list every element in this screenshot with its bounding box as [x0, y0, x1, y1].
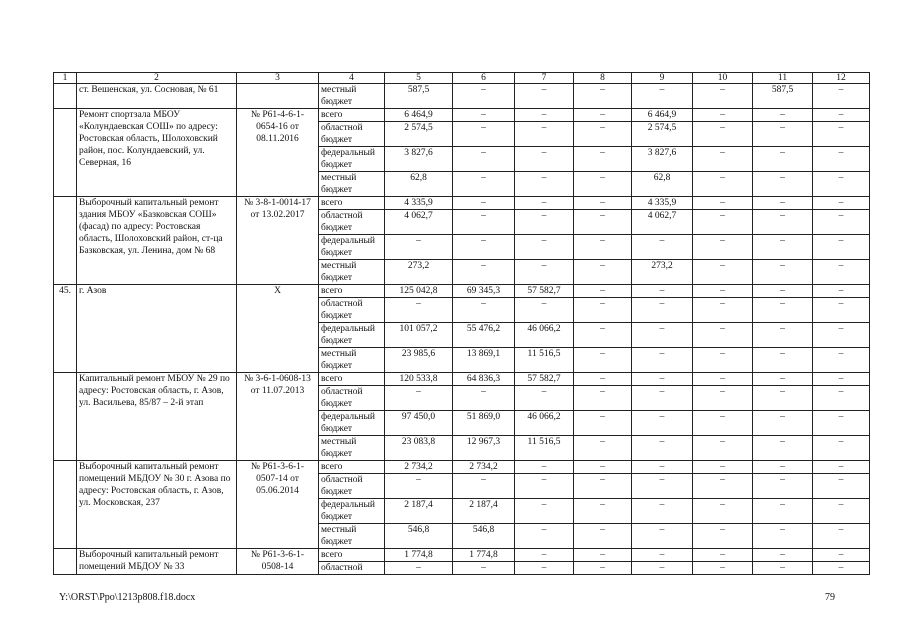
table-cell: 4 062,7	[632, 210, 693, 235]
table-cell: –	[574, 147, 632, 172]
table-cell: 46 066,2	[515, 323, 574, 348]
table-cell: –	[813, 210, 870, 235]
table-cell: –	[813, 109, 870, 122]
table-cell: –	[632, 386, 693, 411]
table-cell: Ремонт спортзала МБОУ «Колундаевская СОШ» по адресу: Ростовская область, Шолоховский район, пос. Колундаевский, ул. Северная, 16	[77, 109, 237, 197]
table-cell: 57 582,7	[515, 373, 574, 386]
table-cell: –	[632, 285, 693, 298]
table-cell: –	[753, 373, 813, 386]
table-cell: –	[574, 285, 632, 298]
table-cell: –	[515, 524, 574, 549]
table-row	[54, 84, 870, 109]
table-cell: Выборочный капитальный ремонт помещений МБДОУ № 33	[77, 549, 237, 575]
table-cell: –	[632, 436, 693, 461]
table-cell: –	[632, 348, 693, 373]
table-cell: –	[453, 474, 515, 499]
table-cell: 587,5	[385, 84, 453, 109]
table-cell: –	[632, 474, 693, 499]
table-cell: –	[574, 235, 632, 260]
table-cell: –	[453, 197, 515, 210]
table-cell: –	[753, 386, 813, 411]
table-cell: –	[632, 373, 693, 386]
table-cell: –	[693, 285, 753, 298]
table-cell: –	[693, 147, 753, 172]
table-cell: ст. Вешенская, ул. Сосновая, № 61	[77, 84, 237, 109]
table-cell	[54, 461, 77, 549]
table-cell: –	[813, 348, 870, 373]
table-cell: –	[753, 549, 813, 562]
table-cell: –	[515, 474, 574, 499]
table-cell: –	[753, 474, 813, 499]
table-cell: –	[753, 524, 813, 549]
table-cell: –	[574, 524, 632, 549]
table-cell: –	[753, 323, 813, 348]
table-cell: –	[632, 411, 693, 436]
table-cell: –	[753, 499, 813, 524]
table-cell: –	[632, 235, 693, 260]
table-cell: –	[693, 474, 753, 499]
table-cell: –	[693, 499, 753, 524]
table-cell: 11 516,5	[515, 436, 574, 461]
table-cell: –	[632, 298, 693, 323]
table-cell	[54, 197, 77, 285]
table-cell: 273,2	[632, 260, 693, 285]
table-cell: –	[515, 147, 574, 172]
table-cell: 11 516,5	[515, 348, 574, 373]
table-cell: –	[574, 197, 632, 210]
table-cell: –	[574, 436, 632, 461]
table-cell: –	[693, 436, 753, 461]
table-cell: –	[385, 298, 453, 323]
table-cell: –	[515, 172, 574, 197]
table-cell: 57 582,7	[515, 285, 574, 298]
table-cell: –	[693, 84, 753, 109]
table-cell: –	[574, 348, 632, 373]
table-cell	[54, 373, 77, 461]
table-cell: 1 774,8	[385, 549, 453, 562]
table-cell: 69 345,3	[453, 285, 515, 298]
table-cell: 23 985,6	[385, 348, 453, 373]
table-cell: 2 574,5	[632, 122, 693, 147]
table-cell: –	[813, 122, 870, 147]
table-cell: –	[693, 348, 753, 373]
table-cell: –	[574, 172, 632, 197]
table-cell: федеральный бюджет	[319, 235, 385, 260]
table-cell: 2 187,4	[385, 499, 453, 524]
table-cell: 273,2	[385, 260, 453, 285]
table-cell: –	[574, 562, 632, 575]
table-cell: 2 734,2	[453, 461, 515, 474]
table-cell: 55 476,2	[453, 323, 515, 348]
table-cell: –	[574, 549, 632, 562]
table-cell: –	[515, 386, 574, 411]
table-cell: 3 827,6	[632, 147, 693, 172]
table-cell: –	[753, 109, 813, 122]
table-cell: 4 062,7	[385, 210, 453, 235]
table-cell: –	[632, 549, 693, 562]
table-cell: –	[574, 474, 632, 499]
table-cell: –	[453, 298, 515, 323]
table-cell: –	[453, 235, 515, 260]
table-cell: всего	[319, 197, 385, 210]
table-cell	[54, 109, 77, 197]
table-cell: № Р61-4-6-1- 0654-16 от 08.11.2016	[237, 109, 319, 197]
table-cell: –	[385, 562, 453, 575]
table-cell: –	[385, 474, 453, 499]
column-number: 8	[574, 73, 632, 84]
table-cell: –	[632, 562, 693, 575]
table-cell: –	[753, 411, 813, 436]
table-cell: –	[813, 172, 870, 197]
table-cell: –	[693, 323, 753, 348]
table-cell: г. Азов	[77, 285, 237, 373]
table-cell: всего	[319, 285, 385, 298]
table-cell: 120 533,8	[385, 373, 453, 386]
table-cell: –	[753, 562, 813, 575]
table-cell: 45.	[54, 285, 77, 373]
table-cell: областной	[319, 562, 385, 575]
table-cell: 62,8	[632, 172, 693, 197]
table-cell: –	[813, 549, 870, 562]
table-cell: № 3-8-1-0014-17 от 13.02.2017	[237, 197, 319, 285]
table-cell: –	[813, 524, 870, 549]
table-cell	[54, 84, 77, 109]
table-cell: –	[693, 172, 753, 197]
table-cell: всего	[319, 461, 385, 474]
table-cell: –	[693, 122, 753, 147]
table-cell: местный бюджет	[319, 260, 385, 285]
table-cell: Х	[237, 285, 319, 373]
table-cell: 46 066,2	[515, 411, 574, 436]
table-cell: федеральный бюджет	[319, 147, 385, 172]
table-cell: –	[753, 210, 813, 235]
table-cell: –	[753, 122, 813, 147]
table-cell: –	[574, 84, 632, 109]
table-cell: –	[515, 235, 574, 260]
table-cell: –	[515, 461, 574, 474]
table-cell: областной бюджет	[319, 122, 385, 147]
header-row	[54, 73, 870, 84]
table-cell: –	[693, 549, 753, 562]
table-cell: –	[693, 524, 753, 549]
table-cell: Выборочный капитальный ремонт здания МБОУ «Базковская СОШ» (фасад) по адресу: Ростовская область, Шолоховский район, ст-ца Базковская, ул. Ленина, дом № 68	[77, 197, 237, 285]
table-cell: –	[753, 285, 813, 298]
table-cell: –	[753, 298, 813, 323]
table-cell: –	[813, 285, 870, 298]
table-cell: 1 774,8	[453, 549, 515, 562]
table-cell: 587,5	[753, 84, 813, 109]
table-cell: местный бюджет	[319, 84, 385, 109]
column-number: 1	[54, 73, 77, 84]
table-cell: № Р61-3-6-1- 0508-14	[237, 549, 319, 575]
table-cell: 64 836,3	[453, 373, 515, 386]
table-cell: –	[632, 323, 693, 348]
table-cell: местный бюджет	[319, 172, 385, 197]
table-cell: областной бюджет	[319, 386, 385, 411]
table-cell: 23 083,8	[385, 436, 453, 461]
table-cell: –	[753, 197, 813, 210]
table-cell: –	[574, 260, 632, 285]
table-cell: 62,8	[385, 172, 453, 197]
table-cell: –	[574, 109, 632, 122]
table-cell: 6 464,9	[632, 109, 693, 122]
table-cell: –	[453, 109, 515, 122]
table-cell: –	[574, 323, 632, 348]
table-cell: 125 042,8	[385, 285, 453, 298]
table-cell: –	[813, 323, 870, 348]
table-cell: 546,8	[385, 524, 453, 549]
table-cell: 2 187,4	[453, 499, 515, 524]
table-cell: –	[453, 147, 515, 172]
column-number: 3	[237, 73, 319, 84]
table-cell: –	[632, 461, 693, 474]
table-cell: –	[813, 84, 870, 109]
table-cell: 13 869,1	[453, 348, 515, 373]
table-cell: –	[753, 436, 813, 461]
table-cell: 51 869,0	[453, 411, 515, 436]
table-row	[54, 285, 870, 298]
table-cell: 4 335,9	[632, 197, 693, 210]
table-cell: 6 464,9	[385, 109, 453, 122]
table-cell: –	[453, 172, 515, 197]
table-cell: –	[753, 172, 813, 197]
table-cell: федеральный бюджет	[319, 411, 385, 436]
table-cell: 4 335,9	[385, 197, 453, 210]
table-cell: местный бюджет	[319, 524, 385, 549]
table-cell: –	[693, 210, 753, 235]
table-cell: Выборочный капитальный ремонт помещений МБДОУ № 30 г. Азова по адресу: Ростовская область, г. Азов, ул. Московская, 237	[77, 461, 237, 549]
table-cell: –	[574, 298, 632, 323]
table-cell: –	[515, 210, 574, 235]
table-cell: –	[813, 436, 870, 461]
table-cell: 2 574,5	[385, 122, 453, 147]
column-number: 7	[515, 73, 574, 84]
table-cell: –	[813, 461, 870, 474]
table-cell: –	[515, 109, 574, 122]
table-cell: –	[693, 411, 753, 436]
table-row	[54, 549, 870, 562]
table-cell: –	[515, 499, 574, 524]
table-cell: –	[693, 386, 753, 411]
table-cell: –	[385, 235, 453, 260]
table-cell: –	[813, 411, 870, 436]
table-cell: областной бюджет	[319, 474, 385, 499]
table-cell: –	[693, 298, 753, 323]
table-cell: областной бюджет	[319, 210, 385, 235]
table-cell: местный бюджет	[319, 436, 385, 461]
column-number: 2	[77, 73, 237, 84]
table-cell: –	[813, 235, 870, 260]
column-number: 6	[453, 73, 515, 84]
budget-table	[53, 72, 870, 575]
table-cell: –	[515, 197, 574, 210]
column-number: 11	[753, 73, 813, 84]
table-cell: –	[753, 348, 813, 373]
table-cell: –	[693, 373, 753, 386]
table-cell: –	[813, 147, 870, 172]
table-cell: –	[753, 260, 813, 285]
table-cell: –	[574, 411, 632, 436]
table-cell: областной бюджет	[319, 298, 385, 323]
table-cell: –	[813, 499, 870, 524]
table-cell: –	[515, 298, 574, 323]
column-number: 12	[813, 73, 870, 84]
table-cell: 2 734,2	[385, 461, 453, 474]
table-cell	[54, 549, 77, 575]
table-cell: –	[753, 147, 813, 172]
table-cell: 546,8	[453, 524, 515, 549]
table-row	[54, 109, 870, 122]
table-cell: –	[453, 84, 515, 109]
table-cell: –	[813, 260, 870, 285]
file-path: Y:\ORST\Ppo\1213p808.f18.docx	[59, 592, 196, 603]
table-row	[54, 373, 870, 386]
column-number: 9	[632, 73, 693, 84]
column-number: 10	[693, 73, 753, 84]
table-cell: –	[453, 260, 515, 285]
table-cell: –	[515, 122, 574, 147]
table-cell: –	[453, 386, 515, 411]
table-cell: –	[693, 461, 753, 474]
table-cell: –	[574, 122, 632, 147]
table-cell: –	[813, 386, 870, 411]
table-cell: –	[693, 197, 753, 210]
table-cell: –	[453, 122, 515, 147]
table-cell: –	[632, 84, 693, 109]
table-cell: –	[515, 84, 574, 109]
table-cell	[237, 84, 319, 109]
table-cell: –	[574, 373, 632, 386]
table-cell: –	[515, 562, 574, 575]
table-row	[54, 197, 870, 210]
column-number: 4	[319, 73, 385, 84]
table-cell: № Р61-3-6-1- 0507-14 от 05.06.2014	[237, 461, 319, 549]
table-cell: –	[574, 461, 632, 474]
column-number: 5	[385, 73, 453, 84]
table-cell: –	[693, 260, 753, 285]
table-cell: –	[813, 562, 870, 575]
table-cell: –	[385, 386, 453, 411]
table-cell: –	[693, 235, 753, 260]
table-row	[54, 461, 870, 474]
page-number: 79	[825, 592, 835, 603]
table-cell: федеральный бюджет	[319, 499, 385, 524]
table-cell: –	[693, 109, 753, 122]
table-cell: 12 967,3	[453, 436, 515, 461]
table-cell: Капитальный ремонт МБОУ № 29 по адресу: Ростовская область, г. Азов, ул. Васильева, 85/87 – 2-й этап	[77, 373, 237, 461]
table-cell: –	[632, 524, 693, 549]
table-cell: 3 827,6	[385, 147, 453, 172]
table-cell: 97 450,0	[385, 411, 453, 436]
table-cell: –	[813, 373, 870, 386]
table-cell: 101 057,2	[385, 323, 453, 348]
table-cell: –	[693, 562, 753, 575]
table-cell: –	[753, 235, 813, 260]
table-cell: –	[813, 474, 870, 499]
table-cell: –	[753, 461, 813, 474]
table-cell: –	[632, 499, 693, 524]
table-cell: –	[813, 298, 870, 323]
table-cell: –	[453, 562, 515, 575]
table-cell: –	[453, 210, 515, 235]
table-cell: –	[574, 210, 632, 235]
table-cell: –	[574, 499, 632, 524]
table-cell: всего	[319, 373, 385, 386]
table-cell: –	[515, 260, 574, 285]
table-cell: –	[574, 386, 632, 411]
table-cell: всего	[319, 549, 385, 562]
table-cell: местный бюджет	[319, 348, 385, 373]
table-cell: –	[813, 197, 870, 210]
table-cell: –	[515, 549, 574, 562]
table-cell: федеральный бюджет	[319, 323, 385, 348]
table-cell: № 3-6-1-0608-13 от 11.07.2013	[237, 373, 319, 461]
table-cell: всего	[319, 109, 385, 122]
